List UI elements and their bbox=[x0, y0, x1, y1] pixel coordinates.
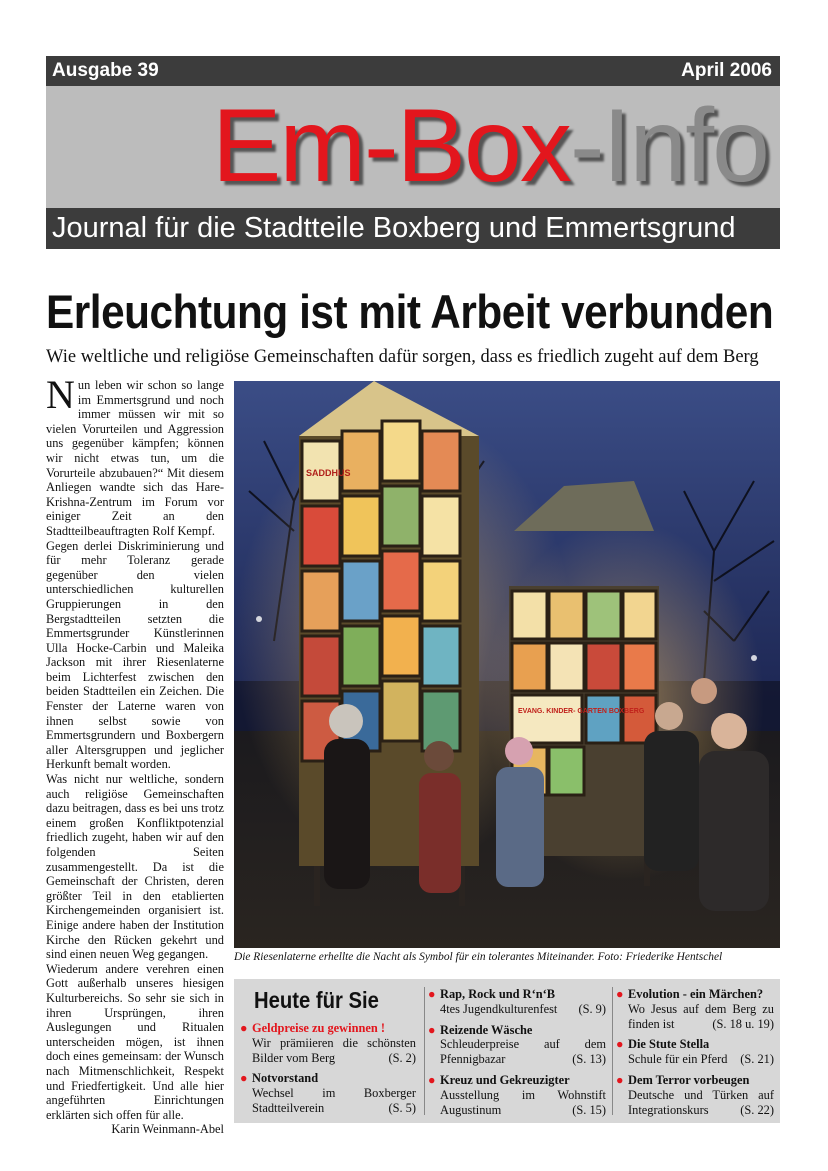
contents-item[interactable] bbox=[616, 987, 774, 1031]
article-text-1: un leben wir schon so lange im Emmertsgrund und noch immer müssen wir mit so vielen Vorurteilen und Aggression uns gegenüber kämpfen; können wir nicht etwas tun, um die Vorurteile abzubauen?“ Mit diesem Anliegen wandte sich das Hare-Krishna-Zentrum im Forum vor einiger Zeit an den Stadtteilbeauftragten Rolf Kempf. bbox=[46, 378, 224, 538]
lantern-photo bbox=[234, 381, 780, 948]
sign-kindergarten: EVANG. KINDER- GARTEN BOXBERG bbox=[518, 708, 645, 715]
masthead bbox=[46, 56, 780, 249]
contents-item-desc: Ausstellung im Wohnstift Augustinum (S. 15) bbox=[440, 1087, 606, 1117]
article-paragraph-1 bbox=[46, 372, 224, 539]
contents-item-page: (S. 9) bbox=[578, 1001, 606, 1016]
contents-item-desc: Wir prämiieren die schönsten Bilder vom Berg (S. 2) bbox=[252, 1035, 416, 1065]
contents-item-title: Evolution - ein Märchen? bbox=[628, 987, 764, 1001]
journal-tagline: Journal für die Stadtteile Boxberg und Emmertsgrund bbox=[46, 208, 780, 249]
logo-em: Em- bbox=[212, 88, 397, 204]
headline: Erleuchtung ist mit Arbeit verbunden bbox=[46, 285, 774, 338]
contents-item-desc: Schleuderpreise auf dem Pfennigbazar (S. 13) bbox=[440, 1037, 606, 1067]
contents-item-page: (S. 21) bbox=[740, 1052, 774, 1067]
contents-item[interactable] bbox=[428, 1023, 606, 1067]
contents-item-desc: 4tes Jugendkulturenfest (S. 9) bbox=[440, 1001, 606, 1016]
contents-item-title: Dem Terror vorbeugen bbox=[628, 1072, 750, 1087]
contents-item-title: Notvorstand bbox=[252, 1071, 319, 1086]
contents-column-3 bbox=[616, 987, 774, 1123]
contents-item-title: Die Stute Stella bbox=[628, 1037, 710, 1052]
contents-item-page: (S. 5) bbox=[388, 1100, 416, 1115]
article-paragraph-3: Was nicht nur weltliche, sondern auch religiöse Gemeinschaften dazu beitragen, dass es bei uns trotz einem großen Konfliktpotenzial friedlich zugeht, haben wir auf den folgenden Seiten zusammengestellt. Da ist die Gemeinschaft der Christen, deren größter Teil in den etablierten Kirchengemeinden organisiert ist. Einige andere haben der Institution Kirche den Rücken gekehrt und sind einen neuen Weg gegangen. bbox=[46, 772, 224, 962]
bullet-icon: ● bbox=[616, 1037, 624, 1052]
logo-info: -Info bbox=[569, 88, 768, 204]
lantern-photo-illustration bbox=[234, 381, 780, 948]
contents-item-title: Rap, Rock und R‘n‘B bbox=[440, 987, 555, 1001]
bullet-icon: ● bbox=[428, 1072, 436, 1087]
article-paragraph-4: Wiederum andere verehren einen Gott außerhalb unseres hiesigen Kulturbereichs. So sehr sie sich in ihren Ursprüngen, ihren Auslegungen und Ritualen unterscheiden mögen, ist ihnen doch eines gemeinsam: der Wunsch nach Mitmenschlichkeit, Respekt und Friedfertigkeit. Und alle hier angeführten Einrichtungen erklärten sich offen für alle. bbox=[46, 961, 224, 1122]
logo-box: Box bbox=[396, 88, 570, 204]
bullet-icon: ● bbox=[428, 987, 436, 1001]
contents-column-1 bbox=[240, 1021, 416, 1122]
contents-divider bbox=[424, 987, 425, 1115]
photo-caption: Die Riesenlaterne erhellte die Nacht als Symbol für ein tolerantes Miteinander. Foto: Friederike Hentschel bbox=[234, 951, 723, 963]
contents-item-desc: Wechsel im Boxberger Stadtteilverein (S. 5) bbox=[252, 1086, 416, 1115]
contents-item[interactable] bbox=[616, 1037, 774, 1067]
article bbox=[46, 372, 224, 1137]
contents-item[interactable] bbox=[428, 987, 606, 1017]
contents-item-page: (S. 15) bbox=[572, 1102, 606, 1117]
bullet-icon: ● bbox=[428, 1022, 436, 1037]
contents-box bbox=[234, 979, 780, 1123]
issue-date: April 2006 bbox=[681, 60, 772, 81]
contents-item-title: Kreuz und Gekreuzigter bbox=[440, 1072, 570, 1087]
contents-item-page: (S. 2) bbox=[388, 1050, 416, 1065]
contents-item[interactable] bbox=[240, 1021, 416, 1065]
author: Karin Weinmann-Abel bbox=[111, 1122, 224, 1137]
article-paragraph-2: Gegen derlei Diskriminierung und für mehr Toleranz gerade gegenüber den vielen unterschiedlichen kulturellen Gruppierungen in den Bergstadtteilen setzten die Emmertsgrunder Künstlerinnen Ulla Hocke-Carbin und Maleika Jackson mit ihrer Riesenlaterne beim Lichterfest zwischen den beiden Stadtteilen ein Zeichen. Die Fenster der Laterne waren von ihnen selbst sowie von Emmertsgrundern und Boxbergern aller Altersgruppen und jeglicher Herkunft bemalt worden. bbox=[46, 538, 224, 772]
contents-title: Heute für Sie bbox=[254, 987, 379, 1013]
contents-column-2 bbox=[428, 987, 606, 1123]
contents-item-title: Geldpreise zu gewinnen ! bbox=[252, 1021, 385, 1035]
contents-item[interactable] bbox=[616, 1073, 774, 1117]
contents-item-desc: Deutsche und Türken auf Integrationskurs (S. 22) bbox=[628, 1087, 774, 1117]
issue-bar bbox=[46, 56, 780, 86]
contents-item-page: (S. 22) bbox=[740, 1102, 774, 1117]
contents-item[interactable] bbox=[428, 1073, 606, 1117]
bullet-icon: ● bbox=[616, 1072, 624, 1087]
contents-divider bbox=[612, 987, 613, 1115]
bullet-icon: ● bbox=[240, 1071, 248, 1086]
subheadline: Wie weltliche und religiöse Gemeinschaften dafür sorgen, dass es friedlich zugeht auf dem Berg bbox=[46, 347, 759, 367]
sign-saddhus: SADDHUS bbox=[306, 468, 351, 478]
logo bbox=[46, 86, 780, 206]
contents-item-page: (S. 18 u. 19) bbox=[712, 1016, 774, 1031]
contents-item[interactable] bbox=[240, 1071, 416, 1115]
issue-number: Ausgabe 39 bbox=[52, 60, 159, 81]
contents-item-page: (S. 13) bbox=[572, 1052, 606, 1067]
contents-item-title: Reizende Wäsche bbox=[440, 1022, 533, 1037]
dropcap: N bbox=[46, 372, 75, 417]
contents-item-desc: Schule für ein Pferd (S. 21) bbox=[628, 1052, 774, 1067]
contents-item-desc: Wo Jesus auf dem Berg zu finden ist (S. 18 u. 19) bbox=[628, 1001, 774, 1031]
bullet-icon: ● bbox=[616, 987, 624, 1001]
bullet-icon: ● bbox=[240, 1021, 248, 1035]
